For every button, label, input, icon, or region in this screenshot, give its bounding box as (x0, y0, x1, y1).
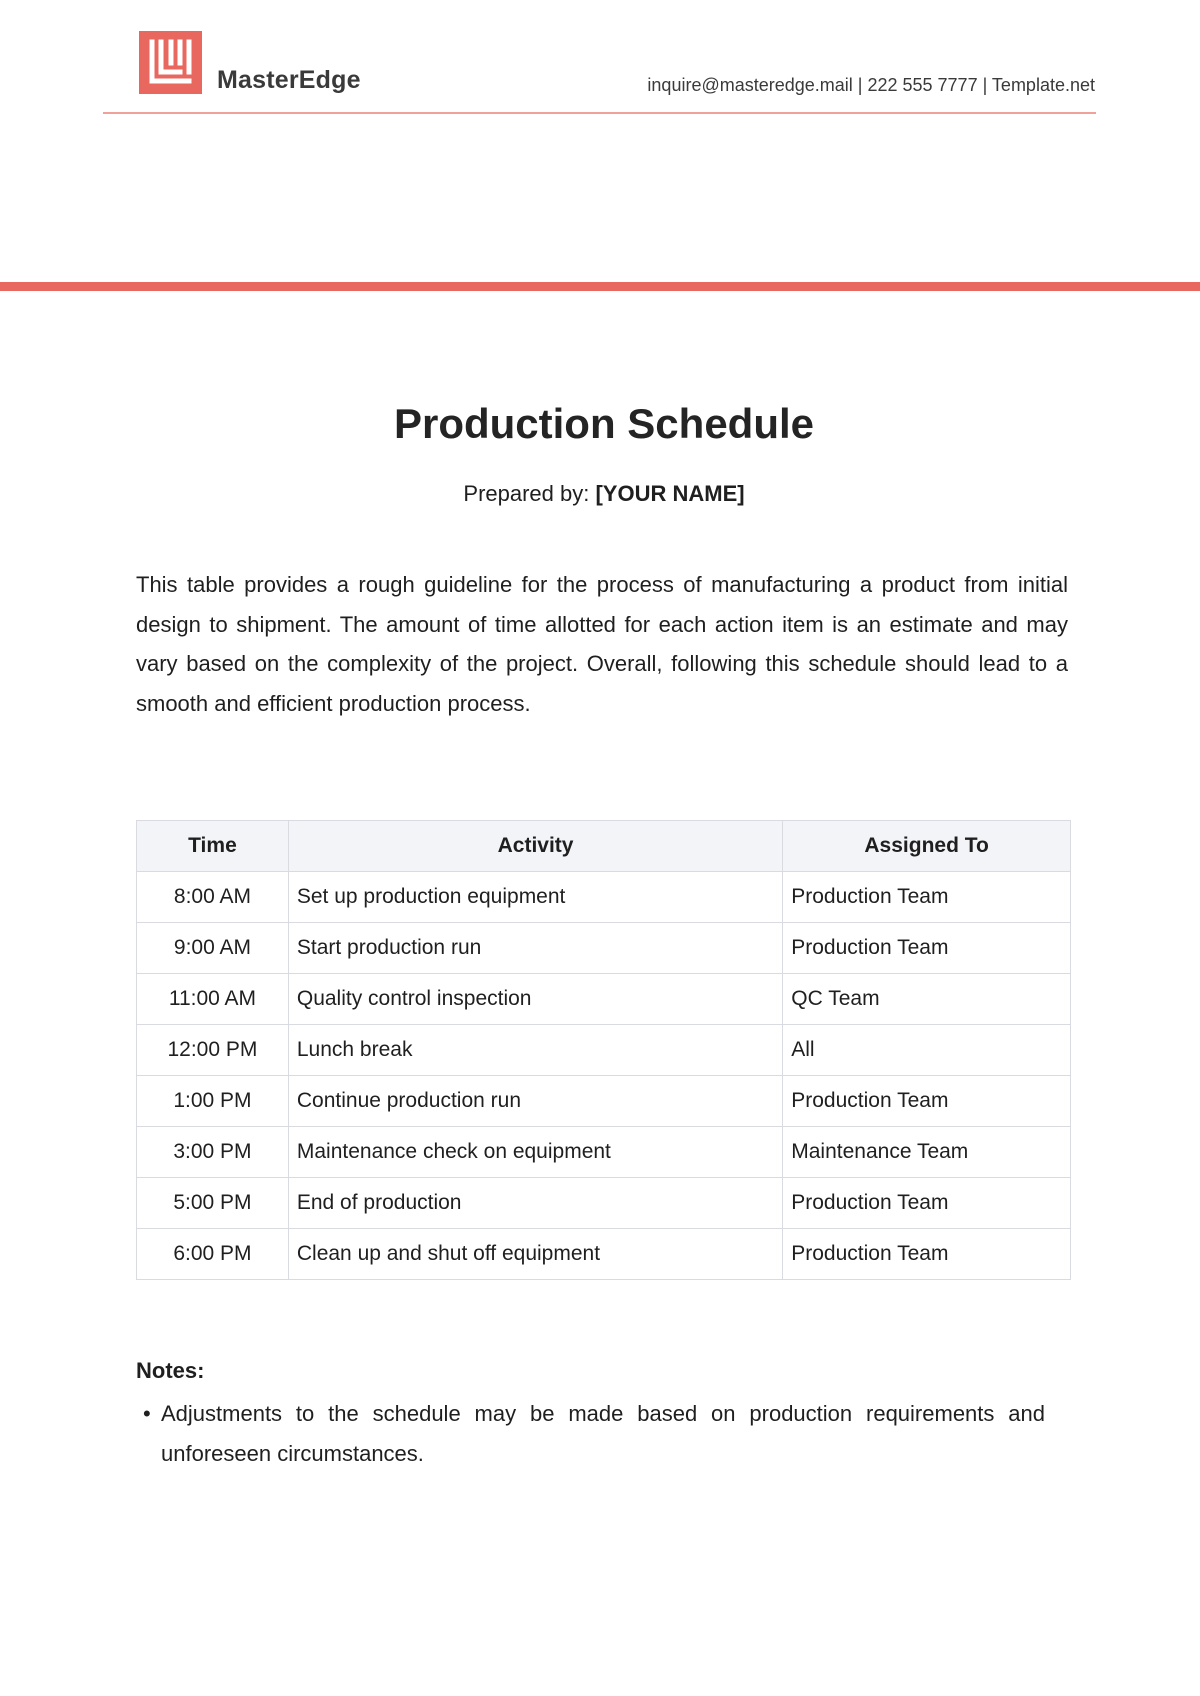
cell-assigned-to: Production Team (783, 872, 1071, 923)
cell-time: 9:00 AM (137, 923, 289, 974)
prepared-by (0, 481, 1200, 507)
table-row (137, 923, 1071, 974)
cell-assigned-to: QC Team (783, 974, 1071, 1025)
contact-info: inquire@masteredge.mail | 222 555 7777 | Template.net (647, 75, 1095, 95)
table-row (137, 872, 1071, 923)
cell-activity: Set up production equipment (288, 872, 782, 923)
table-row (137, 1076, 1071, 1127)
cell-assigned-to: Maintenance Team (783, 1127, 1071, 1178)
column-header-assigned-to: Assigned To (783, 821, 1071, 872)
column-header-time: Time (137, 821, 289, 872)
cell-activity: Continue production run (288, 1076, 782, 1127)
cell-assigned-to: Production Team (783, 1229, 1071, 1280)
prepared-by-label: Prepared by: (463, 481, 590, 506)
cell-assigned-to: Production Team (783, 1076, 1071, 1127)
cell-activity: Clean up and shut off equipment (288, 1229, 782, 1280)
table-row (137, 1229, 1071, 1280)
table-header-row (137, 821, 1071, 872)
page-header (103, 31, 1095, 115)
table-row (137, 1127, 1071, 1178)
bullet-icon: • (143, 1401, 151, 1426)
intro-paragraph: This table provides a rough guideline for the process of manufacturing a product from initial design to shipment. The amount of time allotted for each action item is an estimate and may vary based on the complexity of the project. Overall, following this schedule should lead to a smooth and efficient production process. (136, 572, 1068, 716)
cell-activity: Maintenance check on equipment (288, 1127, 782, 1178)
cell-time: 1:00 PM (137, 1076, 289, 1127)
schedule-table (136, 820, 1071, 1280)
cell-time: 8:00 AM (137, 872, 289, 923)
page-title: Production Schedule (393, 400, 815, 447)
column-header-activity: Activity (288, 821, 782, 872)
cell-time: 3:00 PM (137, 1127, 289, 1178)
note-text: Adjustments to the schedule may be made based on production requirements and unforeseen circumstances. (161, 1401, 1045, 1466)
header-divider (103, 112, 1096, 114)
cell-time: 6:00 PM (137, 1229, 289, 1280)
cell-activity: Quality control inspection (288, 974, 782, 1025)
cell-activity: Lunch break (288, 1025, 782, 1076)
accent-band (0, 282, 1200, 291)
notes-list (136, 1394, 1071, 1473)
table-row (137, 1025, 1071, 1076)
list-item (136, 1394, 1071, 1473)
masteredge-logo-icon (139, 31, 202, 94)
brand-name: MasterEdge (217, 66, 361, 94)
notes-heading: Notes: (136, 1358, 205, 1383)
prepared-by-name: [YOUR NAME] (595, 481, 745, 506)
cell-assigned-to: All (783, 1025, 1071, 1076)
table-row (137, 1178, 1071, 1229)
cell-assigned-to: Production Team (783, 923, 1071, 974)
cell-time: 11:00 AM (137, 974, 289, 1025)
cell-activity: Start production run (288, 923, 782, 974)
cell-assigned-to: Production Team (783, 1178, 1071, 1229)
cell-activity: End of production (288, 1178, 782, 1229)
table-row (137, 974, 1071, 1025)
cell-time: 12:00 PM (137, 1025, 289, 1076)
cell-time: 5:00 PM (137, 1178, 289, 1229)
